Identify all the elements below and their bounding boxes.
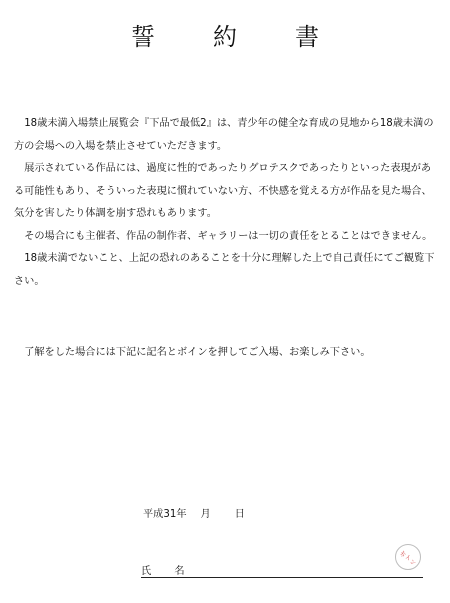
date-line <box>143 505 245 520</box>
svg-text:ボ: ボ <box>398 550 408 560</box>
paragraph-2: 展示されている作品には、過度に性的であったりグロテスクであったりといった表現がある可能性もあり、そういった表現に慣れていない方、不快感を覚える方が作品を見た場合、気分を害したり体調を崩す恐れもあります。 <box>14 163 432 219</box>
title-char-1: 誓 <box>131 23 155 51</box>
date-month: 月 <box>200 509 211 520</box>
title-char-3: 書 <box>295 23 319 51</box>
signature-field[interactable] <box>141 559 423 578</box>
paragraph-4: 18歳未満でないこと、上記の恐れのあることを十分に理解した上で自己責任にてご観覧下さい。 <box>14 253 435 287</box>
paragraph-1: 18歳未満入場禁止展覧会『下品で最低2』は、青少年の健全な育成の見地から18歳未満の方の会場への入場を禁止させていただきます。 <box>14 118 434 152</box>
paragraph-3: その場合にも主催者、作品の制作者、ギャラリーは一切の責任をとることはできません。 <box>24 230 433 242</box>
seal-stamp-icon <box>394 543 422 571</box>
date-year: 平成31年 <box>143 509 187 520</box>
agreement-instruction: 了解をした場合には下記に記名とボインを押してご入場、お楽しみ下さい。 <box>24 347 371 358</box>
date-day: 日 <box>234 509 245 520</box>
title-char-2: 約 <box>213 23 237 51</box>
svg-text:ン: ン <box>408 558 418 568</box>
signature-line <box>141 577 423 578</box>
name-label: 氏 名 <box>141 566 195 577</box>
svg-text:イ: イ <box>404 555 412 562</box>
document-title <box>0 17 450 52</box>
pledge-body <box>14 113 438 293</box>
